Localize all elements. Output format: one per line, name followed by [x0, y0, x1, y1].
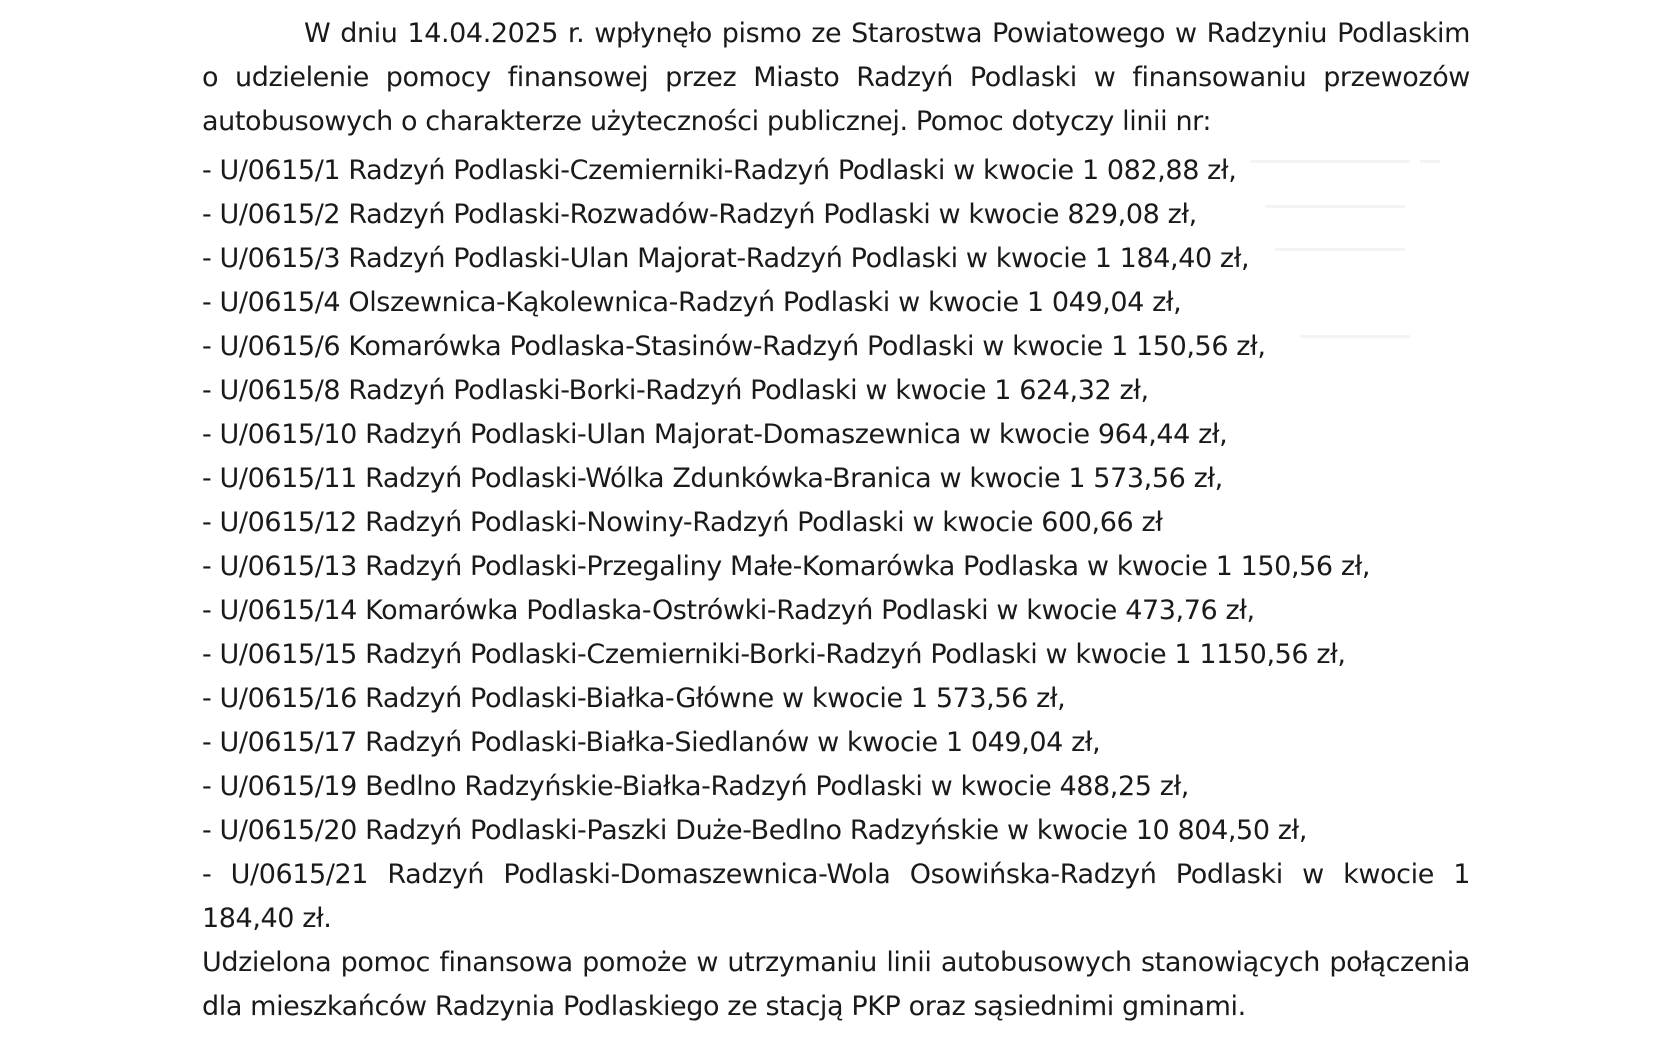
- list-item: - U/0615/20 Radzyń Podlaski-Paszki Duże-Bedlno Radzyńskie w kwocie 10 804,50 zł,: [202, 815, 1308, 846]
- list-item: - U/0615/13 Radzyń Podlaski-Przegaliny Małe-Komarówka Podlaska w kwocie 1 150,56 zł,: [202, 551, 1371, 582]
- list-item: - U/0615/10 Radzyń Podlaski-Ulan Majorat-Domaszewnica w kwocie 964,44 zł,: [202, 419, 1228, 450]
- document-body: [202, 12, 1470, 1029]
- list-item: - U/0615/1 Radzyń Podlaski-Czemierniki-Radzyń Podlaski w kwocie 1 082,88 zł,: [202, 155, 1237, 186]
- bus-lines-list: [202, 149, 1470, 941]
- list-item: - U/0615/21 Radzyń Podlaski-Domaszewnica-Wola Osowińska-Radzyń Podlaski w kwocie 1 184,40 zł.: [202, 859, 1470, 934]
- list-item: - U/0615/11 Radzyń Podlaski-Wólka Zdunkówka-Branica w kwocie 1 573,56 zł,: [202, 463, 1223, 494]
- list-item: - U/0615/17 Radzyń Podlaski-Białka-Siedlanów w kwocie 1 049,04 zł,: [202, 727, 1101, 758]
- list-item: - U/0615/6 Komarówka Podlaska-Stasinów-Radzyń Podlaski w kwocie 1 150,56 zł,: [202, 331, 1266, 362]
- list-item: - U/0615/3 Radzyń Podlaski-Ulan Majorat-Radzyń Podlaski w kwocie 1 184,40 zł,: [202, 243, 1250, 274]
- list-item: - U/0615/12 Radzyń Podlaski-Nowiny-Radzyń Podlaski w kwocie 600,66 zł: [202, 507, 1163, 538]
- list-item: - U/0615/16 Radzyń Podlaski-Białka-Główne w kwocie 1 573,56 zł,: [202, 683, 1066, 714]
- intro-paragraph: W dniu 14.04.2025 r. wpłynęło pismo ze Starostwa Powiatowego w Radzyniu Podlaskim o udzielenie pomocy finansowej przez Miasto Radzyń Podlaski w finansowaniu przewozów autobusowych o charakterze użyteczności publicznej. Pomoc dotyczy linii nr:: [202, 18, 1470, 137]
- list-item: - U/0615/19 Bedlno Radzyńskie-Białka-Radzyń Podlaski w kwocie 488,25 zł,: [202, 771, 1189, 802]
- list-item: - U/0615/4 Olszewnica-Kąkolewnica-Radzyń Podlaski w kwocie 1 049,04 zł,: [202, 287, 1182, 318]
- list-item: - U/0615/14 Komarówka Podlaska-Ostrówki-Radzyń Podlaski w kwocie 473,76 zł,: [202, 595, 1255, 626]
- closing-paragraph: Udzielona pomoc finansowa pomoże w utrzymaniu linii autobusowych stanowiących połączenia dla mieszkańców Radzynia Podlaskiego ze stacją PKP oraz sąsiednimi gminami.: [202, 947, 1470, 1022]
- list-item: - U/0615/2 Radzyń Podlaski-Rozwadów-Radzyń Podlaski w kwocie 829,08 zł,: [202, 199, 1197, 230]
- list-item: - U/0615/15 Radzyń Podlaski-Czemierniki-Borki-Radzyń Podlaski w kwocie 1 1150,56 zł,: [202, 639, 1346, 670]
- list-item: - U/0615/8 Radzyń Podlaski-Borki-Radzyń Podlaski w kwocie 1 624,32 zł,: [202, 375, 1149, 406]
